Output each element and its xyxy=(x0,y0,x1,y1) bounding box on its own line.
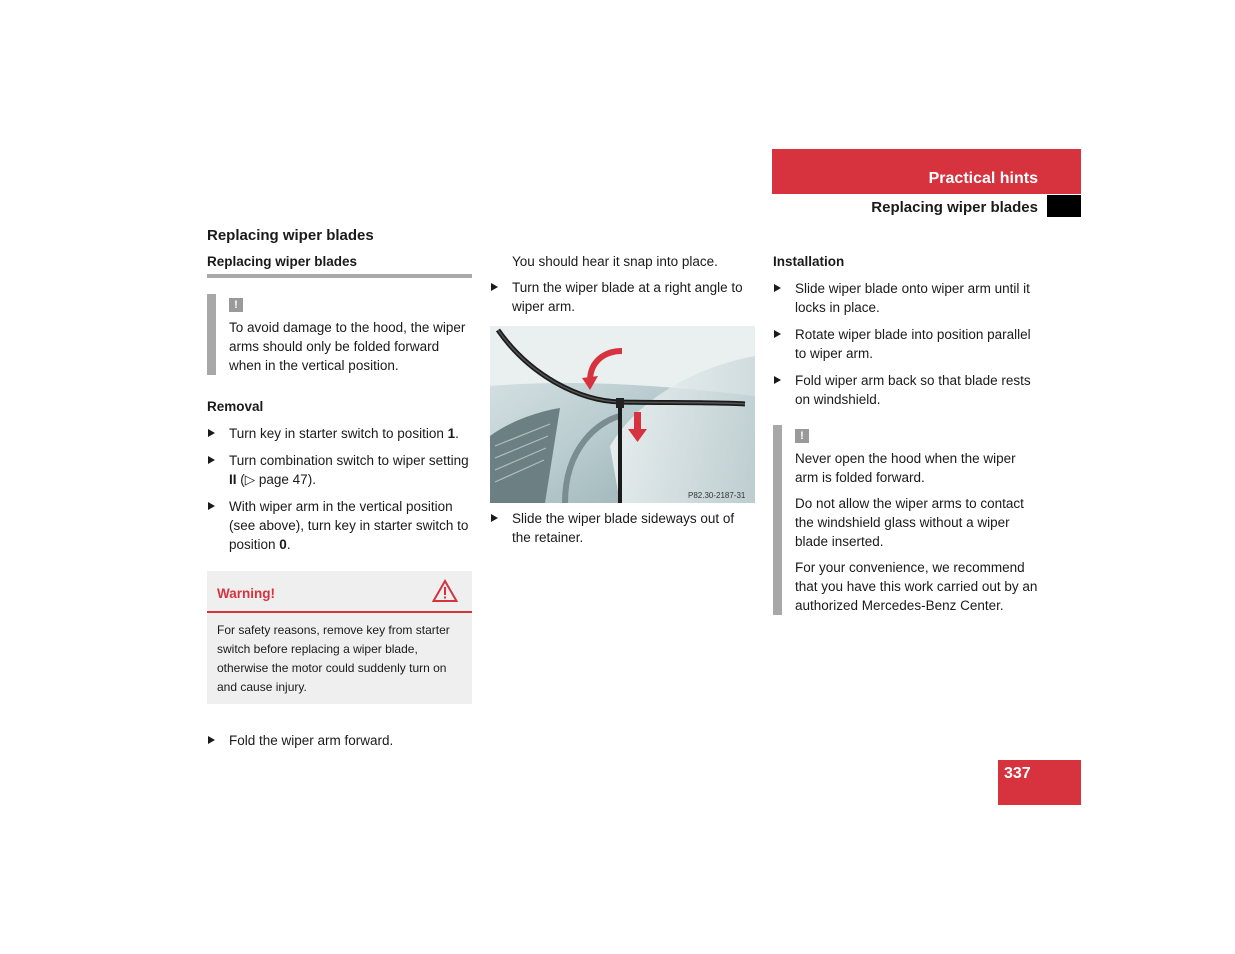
warning-text: For safety reasons, remove key from starter switch before replacing a wiper blade, otherwise the motor could suddenly turn on and cause injury. xyxy=(217,623,450,694)
note-bar xyxy=(773,425,782,615)
install-step-1: Slide wiper blade onto wiper arm until it locks in place. xyxy=(773,279,1038,317)
install-step-2: Rotate wiper blade into position parallel to wiper arm. xyxy=(773,325,1038,363)
note-text: To avoid damage to the hood, the wiper arms should only be folded forward when in the vertical position. xyxy=(229,320,466,373)
caution-note-right xyxy=(773,425,1038,615)
exclamation-icon: ! xyxy=(229,298,243,312)
section-tab-marker xyxy=(1047,195,1081,217)
caution-note xyxy=(207,294,472,375)
chapter-title: Practical hints xyxy=(928,170,1038,187)
continuation-text: You should hear it snap into place. xyxy=(512,254,718,269)
figure-code: P82.30-2187-31 xyxy=(688,491,746,500)
install-step-3: Fold wiper arm back so that blade rests on windshield. xyxy=(773,371,1038,409)
warning-title: Warning! xyxy=(217,586,275,601)
exclamation-icon: ! xyxy=(795,429,809,443)
page-number: 337 xyxy=(1004,765,1031,782)
bullet-triangle-icon xyxy=(491,283,498,291)
note-paragraph-1: Never open the hood when the wiper arm is folded forward. xyxy=(795,451,1016,485)
middle-column xyxy=(490,252,755,555)
warning-header xyxy=(207,571,472,613)
middle-step-1: Turn the wiper blade at a right angle to wiper arm. xyxy=(490,278,755,316)
chapter-header xyxy=(772,149,1081,194)
bullet-triangle-icon xyxy=(208,502,215,510)
warning-triangle-icon xyxy=(432,579,458,603)
note-paragraph-3: For your convenience, we recommend that you have this work carried out by an authorized Mercedes-Benz Center. xyxy=(795,560,1038,613)
bullet-triangle-icon xyxy=(774,284,781,292)
removal-step-1: Turn key in starter switch to position 1. xyxy=(207,424,472,443)
removal-step-3: With wiper arm in the vertical position (see above), turn key in starter switch to position 0. xyxy=(207,497,472,554)
removal-step-2: Turn combination switch to wiper setting II (▷ page 47). xyxy=(207,451,472,489)
bullet-triangle-icon xyxy=(774,376,781,384)
page-number-box xyxy=(998,760,1081,805)
wiper-blade-illustration xyxy=(490,326,755,503)
middle-step-2: Slide the wiper blade sideways out of the retainer. xyxy=(490,509,755,547)
removal-heading: Removal xyxy=(207,399,264,414)
note-paragraph-2: Do not allow the wiper arms to contact the windshield glass without a wiper blade inserted. xyxy=(795,496,1024,549)
page-title: Replacing wiper blades xyxy=(207,227,374,244)
bullet-triangle-icon xyxy=(208,429,215,437)
warning-box xyxy=(207,571,472,704)
bullet-triangle-icon xyxy=(208,736,215,744)
right-column xyxy=(773,252,1038,637)
removal-step-4: Fold the wiper arm forward. xyxy=(207,731,472,750)
section-subtitle: Replacing wiper blades xyxy=(207,252,472,278)
bullet-triangle-icon xyxy=(491,514,498,522)
installation-heading: Installation xyxy=(773,254,845,269)
left-column xyxy=(207,226,472,758)
section-header: Replacing wiper blades xyxy=(871,199,1038,216)
note-bar xyxy=(207,294,216,375)
bullet-triangle-icon xyxy=(208,456,215,464)
bullet-triangle-icon xyxy=(774,330,781,338)
